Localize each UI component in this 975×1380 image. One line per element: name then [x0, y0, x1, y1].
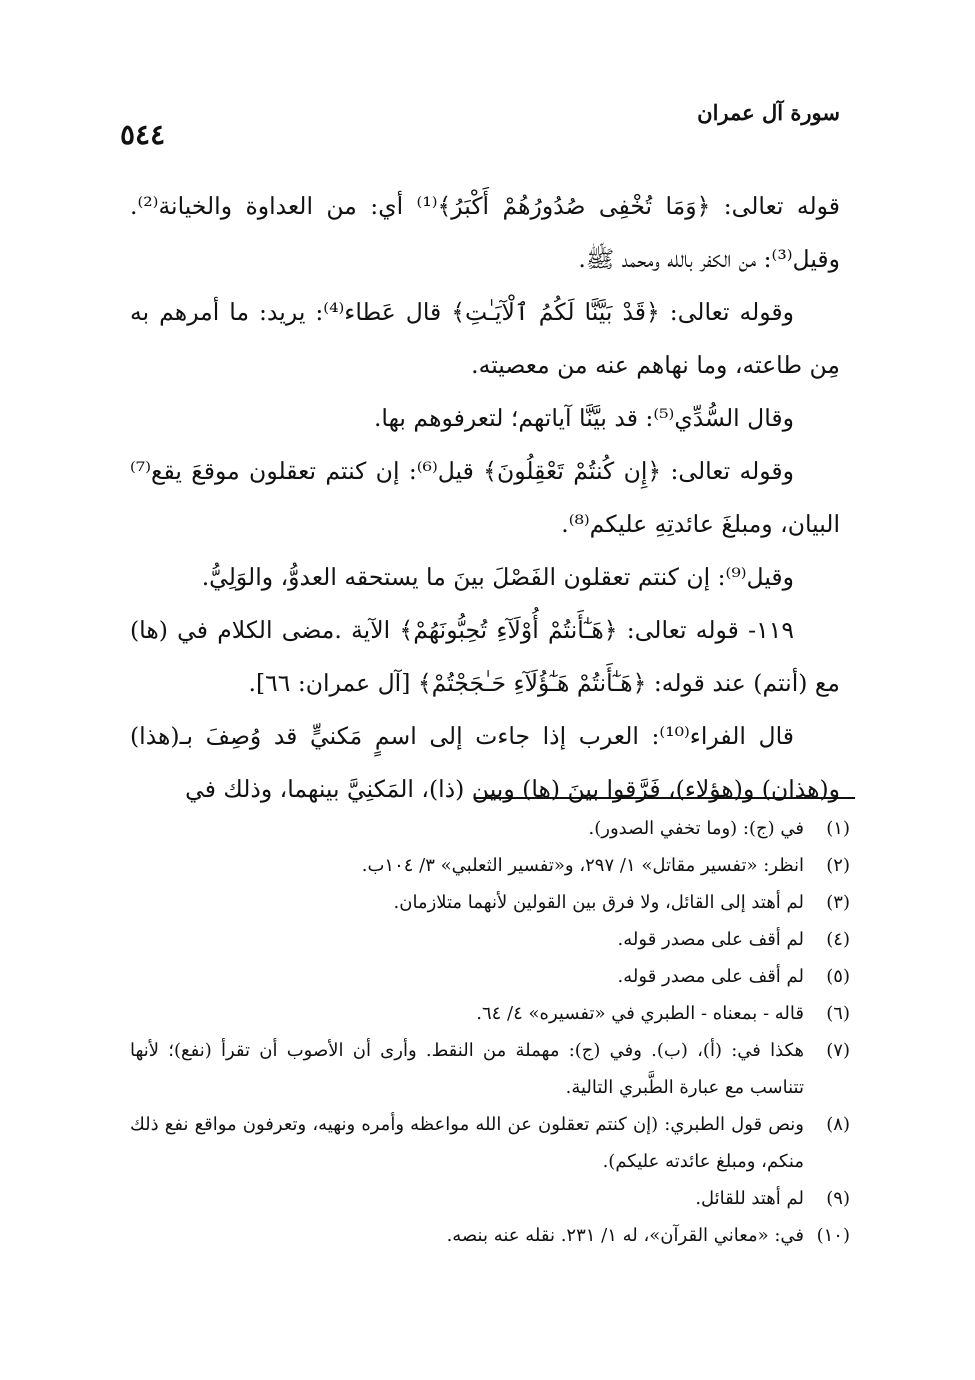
footnote — [130, 958, 850, 995]
footnote-number: (٥) — [826, 966, 850, 987]
paragraph: وقيل⁽⁹⁾: إن كنتم تعقلون الفَصْلَ بينَ ما يستحقه العدوُّ، والوَلِيُّ. — [201, 563, 794, 591]
surah-title: سورة آل عمران — [697, 100, 840, 125]
paragraph: وقوله تعالى: ﴿إِن كُنتُمْ تَعْقِلُونَ﴾ قيل⁽⁶⁾: إن كنتم تعقلون موقعَ يقع⁽⁷⁾ البيان، ومبلغَ عائدتِهِ عليكم⁽⁸⁾. — [130, 457, 840, 538]
footnote-text: في (ج): (وما تخفي الصدور). — [588, 818, 804, 839]
paragraph: وقال السُّدِّي⁽⁵⁾: قد بيَّنَّا آياتهم؛ لتعرفوهم بها. — [373, 404, 794, 432]
footnote-text: لم أقف على مصدر قوله. — [617, 929, 804, 950]
footnote-number: (١) — [826, 818, 850, 839]
paragraph: قال الفراء⁽¹⁰⁾: العرب إذا جاءت إلى اسمٍ مَكنيٍّ قد وُصِفَ بـ(هذا) و(هذان) و(هؤلاء)، فَرَّقوا بينَ (ها) وبين (ذا)، المَكنِيَّ بينهما، وذلك في — [130, 722, 840, 803]
footnote-text: هكذا في: (أ)، (ب). وفي (ج): مهملة من النقط. وأرى أن الأصوب أن تقرأ (نفع)؛ لأنها تتناسب مع عبارة الطَّبري التالية. — [130, 1040, 804, 1098]
footnote — [130, 1032, 850, 1106]
footnote — [130, 847, 850, 884]
paragraph: ١١٩- قوله تعالى: ﴿هَـٰٓأَنتُمْ أُوْلَآءِ تُحِبُّونَهُمْ﴾ الآية .مضى الكلام في (ها) مع (أنتم) عند قوله: ﴿هَـٰٓأَنتُمْ هَـٰٓؤُلَآءِ حَـٰجَجْتُمْ﴾ [آل عمران: ٦٦]. — [130, 616, 840, 697]
footnote-number: (٣) — [826, 892, 850, 913]
paragraph: وقوله تعالى: ﴿قَدْ بَيَّنَّا لَكُمُ ٱلْآيَـٰتِ﴾ قال عَطاء⁽⁴⁾: يريد: ما أمرهم به مِن طاعته، وما نهاهم عنه من معصيته. — [130, 298, 840, 379]
footnote — [130, 995, 850, 1032]
footnote — [130, 884, 850, 921]
footnote-number: (٧) — [826, 1040, 850, 1061]
page-header — [120, 100, 840, 160]
footnote-text: لم أهتد للقائل. — [695, 1188, 804, 1209]
footnote-number: (٩) — [826, 1188, 850, 1209]
footnote-number: (٨) — [826, 1114, 850, 1135]
footnote-number: (٢) — [826, 855, 850, 876]
footnotes — [130, 810, 850, 1254]
paragraph: قوله تعالى: ﴿وَمَا تُخْفِى صُدُورُهُمْ أَكْبَرُ﴾⁽¹⁾ أي: من العداوة والخيانة⁽²⁾. وقيل⁽³⁾: من الكفر بالله ومحمد ﷺ. — [130, 192, 840, 273]
footnote-separator — [475, 797, 855, 799]
footnote — [130, 1106, 850, 1180]
footnote-number: (١٠) — [816, 1225, 850, 1246]
page-number: ٥٤٤ — [120, 118, 166, 151]
main-text — [130, 180, 840, 816]
footnote — [130, 1180, 850, 1217]
footnote-text: لم أقف على مصدر قوله. — [617, 966, 804, 987]
footnote-text: في: «معاني القرآن»، له ١/ ٢٣١. نقله عنه بنصه. — [446, 1225, 804, 1246]
footnote-text: ونص قول الطبري: (إن كنتم تعقلون عن الله مواعظه وأمره ونهيه، وتعرفون مواقع نفع ذلك منكم، ومبلغ عائدته عليكم). — [130, 1114, 804, 1172]
footnote-text: لم أهتد إلى القائل، ولا فرق بين القولين لأنهما متلازمان. — [393, 892, 804, 913]
footnote-text: قاله - بمعناه - الطبري في «تفسيره» ٤/ ٦٤. — [476, 1003, 804, 1024]
footnote — [130, 1217, 850, 1254]
footnote — [130, 810, 850, 847]
footnote — [130, 921, 850, 958]
footnote-number: (٤) — [826, 929, 850, 950]
footnote-number: (٦) — [826, 1003, 850, 1024]
footnote-text: انظر: «تفسير مقاتل» ١/ ٢٩٧، و«تفسير الثعلبي» ٣/ ١٠٤ب. — [361, 855, 804, 876]
